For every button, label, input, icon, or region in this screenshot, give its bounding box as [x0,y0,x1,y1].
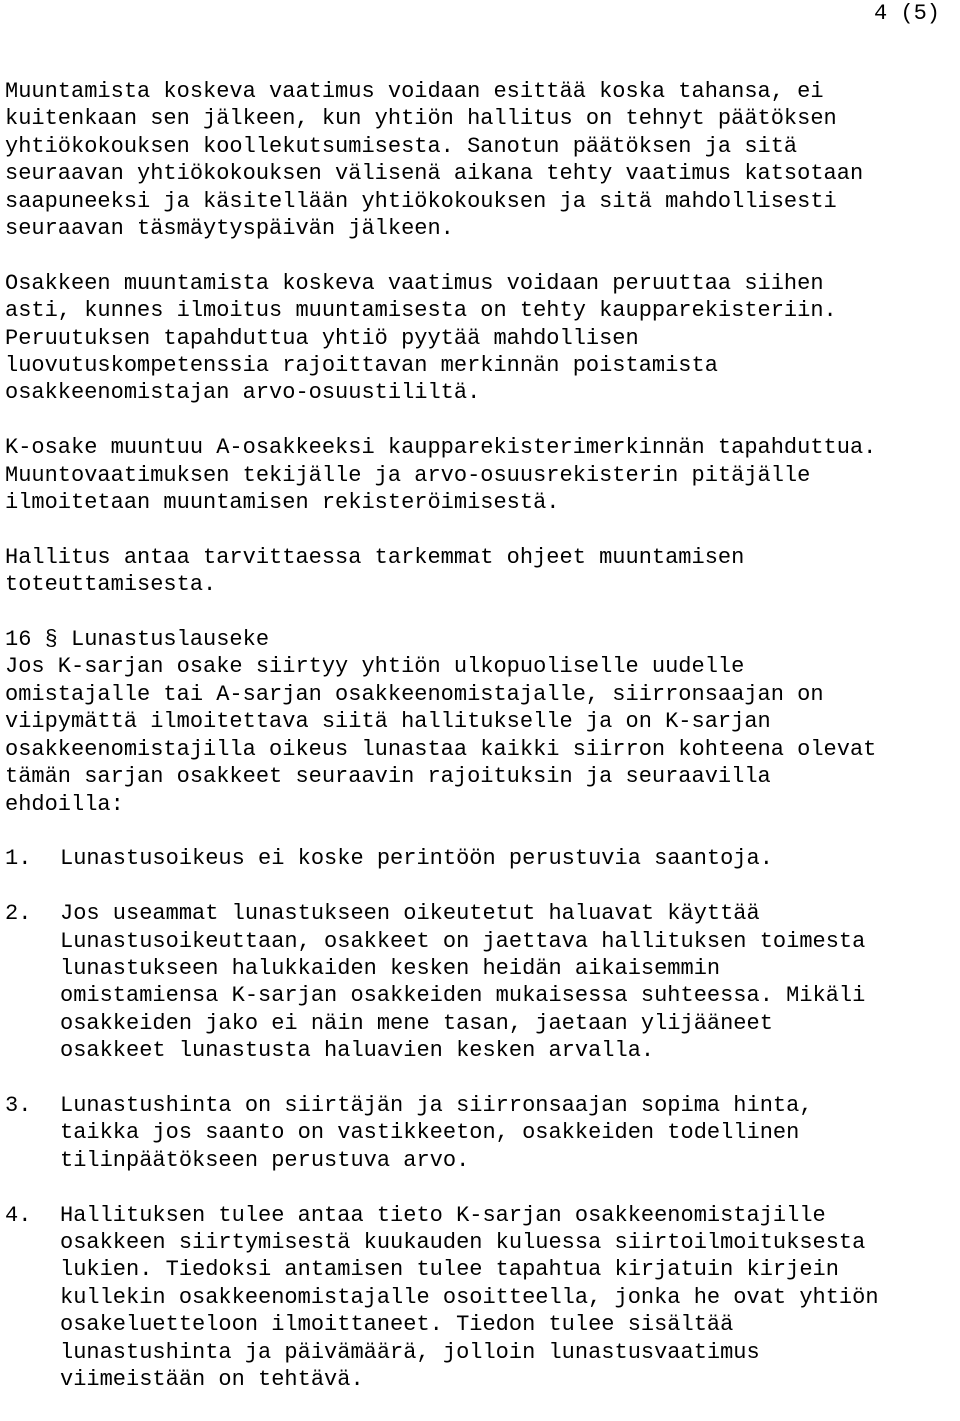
list-item [5,1202,955,1394]
paragraph-board-instructions: Hallitus antaa tarvittaessa tarkemmat ohjeet muuntamisen toteuttamisesta. [5,544,745,598]
paragraph-conversion-request: Muuntamista koskeva vaatimus voidaan esittää koska tahansa, ei kuitenkaan sen jälkeen, kun yhtiön hallitus on tehnyt päätöksen yhtiökokouksen koollekutsumisesta. Sanotun päätöksen ja sitä seuraavan yhtiökokouksen välisenä aikana tehty vaatimus katsotaan saapuneeksi ja käsitellään yhtiökokouksen ja sitä mahdollisesti seuraavan täsmäytyspäivän jälkeen. [5,79,864,242]
list-item-text: Hallituksen tulee antaa tieto K-sarjan osakkeenomistajille osakkeen siirtymisestä kuukauden kuluessa siirtoilmoituksesta lukien. Tiedoksi antamisen tulee tapahtua kirjatuin kirjein kullekin osakkeenomistajalle osoitteella, jonka he ovat yhtiön osakeluetteloon ilmoittaneet. Tiedon tulee sisältää lunastushinta ja päivämäärä, jolloin lunastusvaatimus viimeistään on tehtävä. [60,1202,879,1392]
list-item-text: Jos useammat lunastukseen oikeutetut haluavat käyttää Lunastusoikeuttaan, osakkeet on jaettava hallituksen toimesta lunastukseen halukkaiden kesken heidän aikaisemmin omistamiensa K-sarjan osakkeiden mukaisessa suhteessa. Mikäli osakkeiden jako ei näin mene tasan, jaetaan ylijääneet osakkeet lunastusta haluavien kesken arvalla. [60,901,866,1064]
document-body [5,78,955,1421]
section-heading: 16 § Lunastuslauseke [5,627,270,653]
page-number: 4 (5) [873,1,940,26]
paragraph-conversion-withdrawal: Osakkeen muuntamista koskeva vaatimus voidaan peruuttaa siihen asti, kunnes ilmoitus muuntamisesta on tehty kaupparekisteriin. Peruutuksen tapahduttua yhtiö pyytää mahdollisen luovutuskompetenssia rajoittavan merkinnän poistamista osakkeenomistajan arvo-osuustililtä. [5,270,837,406]
list-item-number: 2. [5,901,32,927]
section-intro: Jos K-sarjan osake siirtyy yhtiön ulkopuoliselle uudelle omistajalle tai A-sarjan osakkeenomistajalle, siirronsaajan on viipymättä ilmoitettava siitä hallitukselle ja on K-sarjan osakkeenomistajilla oikeus lunastaa kaikki siirron kohteena olevat tämän sarjan osakkeet seuraavin rajoituksin ja seuraavilla ehdoilla: [5,654,877,817]
list-item [5,845,955,872]
list-item [5,1092,955,1174]
list-item-text: Lunastusoikeus ei koske perintöön perustuvia saantoja. [60,846,773,872]
list-item-number: 4. [5,1202,32,1228]
list-item-number: 1. [5,846,32,872]
list-item [5,900,955,1064]
list-item-text: Lunastushinta on siirtäjän ja siirronsaajan sopima hinta, taikka jos saanto on vastikkeeton, osakkeiden todellinen tilinpäätökseen perustuva arvo. [60,1092,813,1173]
paragraph-conversion-effect: K-osake muuntuu A-osakkeeksi kaupparekisterimerkinnän tapahduttua. Muuntovaatimuksen tekijälle ja arvo-osuusrekisterin pitäjälle ilmoitetaan muuntamisen rekisteröimisestä. [5,435,877,516]
list-item-number: 3. [5,1092,32,1118]
